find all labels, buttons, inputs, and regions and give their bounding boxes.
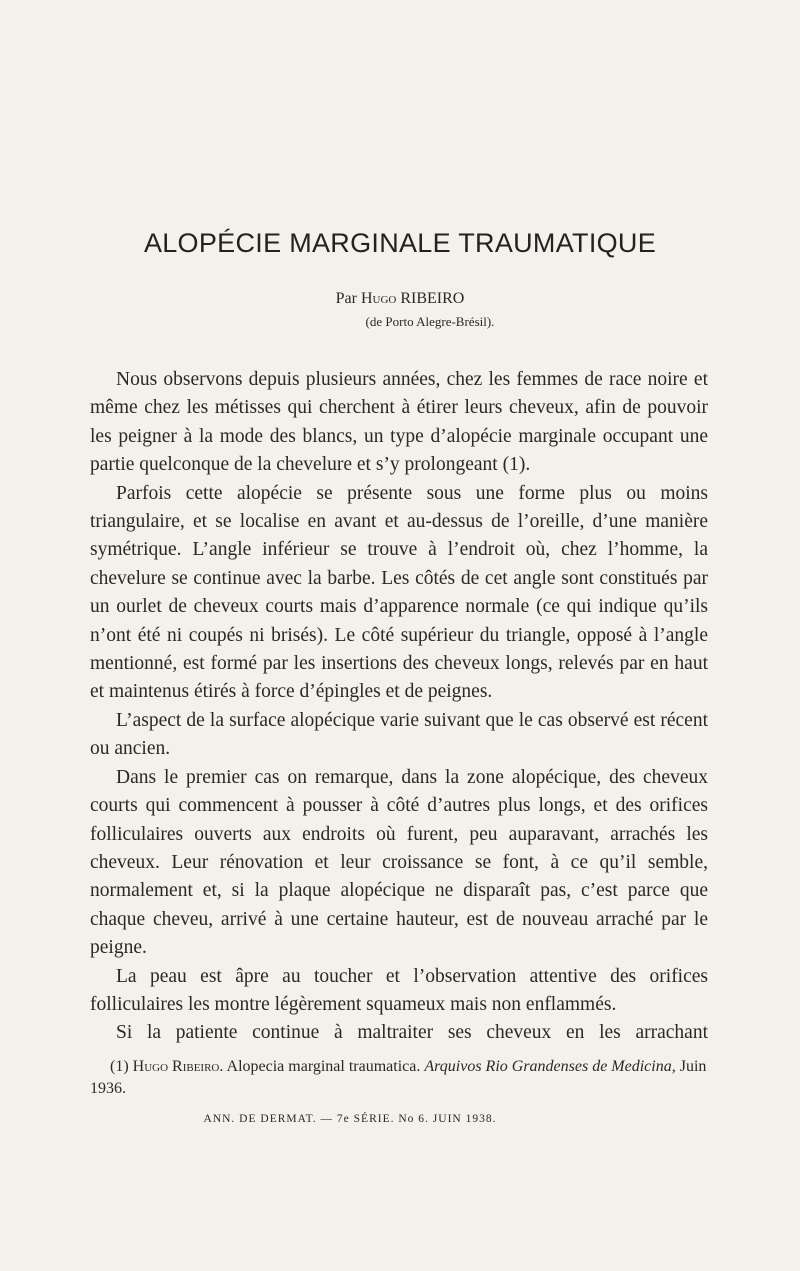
author-first-name: Hugo xyxy=(360,290,397,307)
paragraph-6: Si la patiente continue à maltraiter ses cheveux en les arrachant xyxy=(116,1022,708,1044)
footnote xyxy=(90,1056,708,1100)
footnote-date: Juin 1936. xyxy=(90,1058,707,1097)
author-line xyxy=(0,290,800,308)
author-affiliation: (de Porto Alegre-Brésil). xyxy=(365,314,495,329)
paragraph-5: La peau est âpre au toucher et l’observation attentive des orifices folliculaires les montre légèrement squameux mais non enflammés. xyxy=(90,965,708,1015)
footnote-text: Alopecia marginal traumatica. xyxy=(226,1058,421,1075)
footnote-journal: Arquivos Rio Grandenses de Medicina, xyxy=(424,1058,676,1075)
author-prefix: Par xyxy=(335,290,357,307)
author-last-name: RIBEIRO xyxy=(400,290,465,307)
article-body xyxy=(90,366,708,1048)
running-footer: ANN. DE DERMAT. — 7e SÉRIE. No 6. JUIN 1938. xyxy=(203,1113,497,1125)
footnote-author: Hugo Ribeiro. xyxy=(132,1058,224,1075)
paragraph-2: Parfois cette alopécie se présente sous une forme plus ou moins triangulaire, et se localise en avant et au-dessus de l’oreille, d’une manière symétrique. L’angle inférieur se trouve à l’endroit où, chez l’homme, la chevelure se continue avec la barbe. Les côtés de cet angle sont constitués par un ourlet de cheveux courts mais d’apparence normale (ce qui indique qu’ils n’ont été ni coupés ni brisés). Le côté supérieur du triangle, opposé à l’angle mentionné, est formé par les insertions des cheveux longs, relevés par en haut et maintenus étirés à force d’épingles et de peignes. xyxy=(90,482,708,703)
paragraph-4: Dans le premier cas on remarque, dans la zone alopécique, des cheveux courts qui commencent à pousser à côté d’autres plus longs, et des orifices folliculaires ouverts aux endroits où furent, peu auparavant, arrachés les cheveux. Leur rénovation et leur croissance se font, à ce qu’il semble, normalement et, si la plaque alopécique ne disparaît pas, c’est parce que chaque cheveu, arrivé à une certaine hauteur, est de nouveau arraché par le peigne. xyxy=(90,766,708,959)
paragraph-1: Nous observons depuis plusieurs années, chez les femmes de race noire et même chez les métisses qui cherchent à étirer leurs cheveux, afin de pouvoir les peigner à la mode des blancs, un type d’alopécie marginale occupant une partie quelconque de la chevelure et s’y prolongeant (1). xyxy=(90,369,708,476)
footnote-marker: (1) xyxy=(110,1058,129,1075)
paragraph-3: L’aspect de la surface alopécique varie suivant que le cas observé est récent ou ancien. xyxy=(90,709,708,760)
article-title: ALOPÉCIE MARGINALE TRAUMATIQUE xyxy=(143,228,657,258)
